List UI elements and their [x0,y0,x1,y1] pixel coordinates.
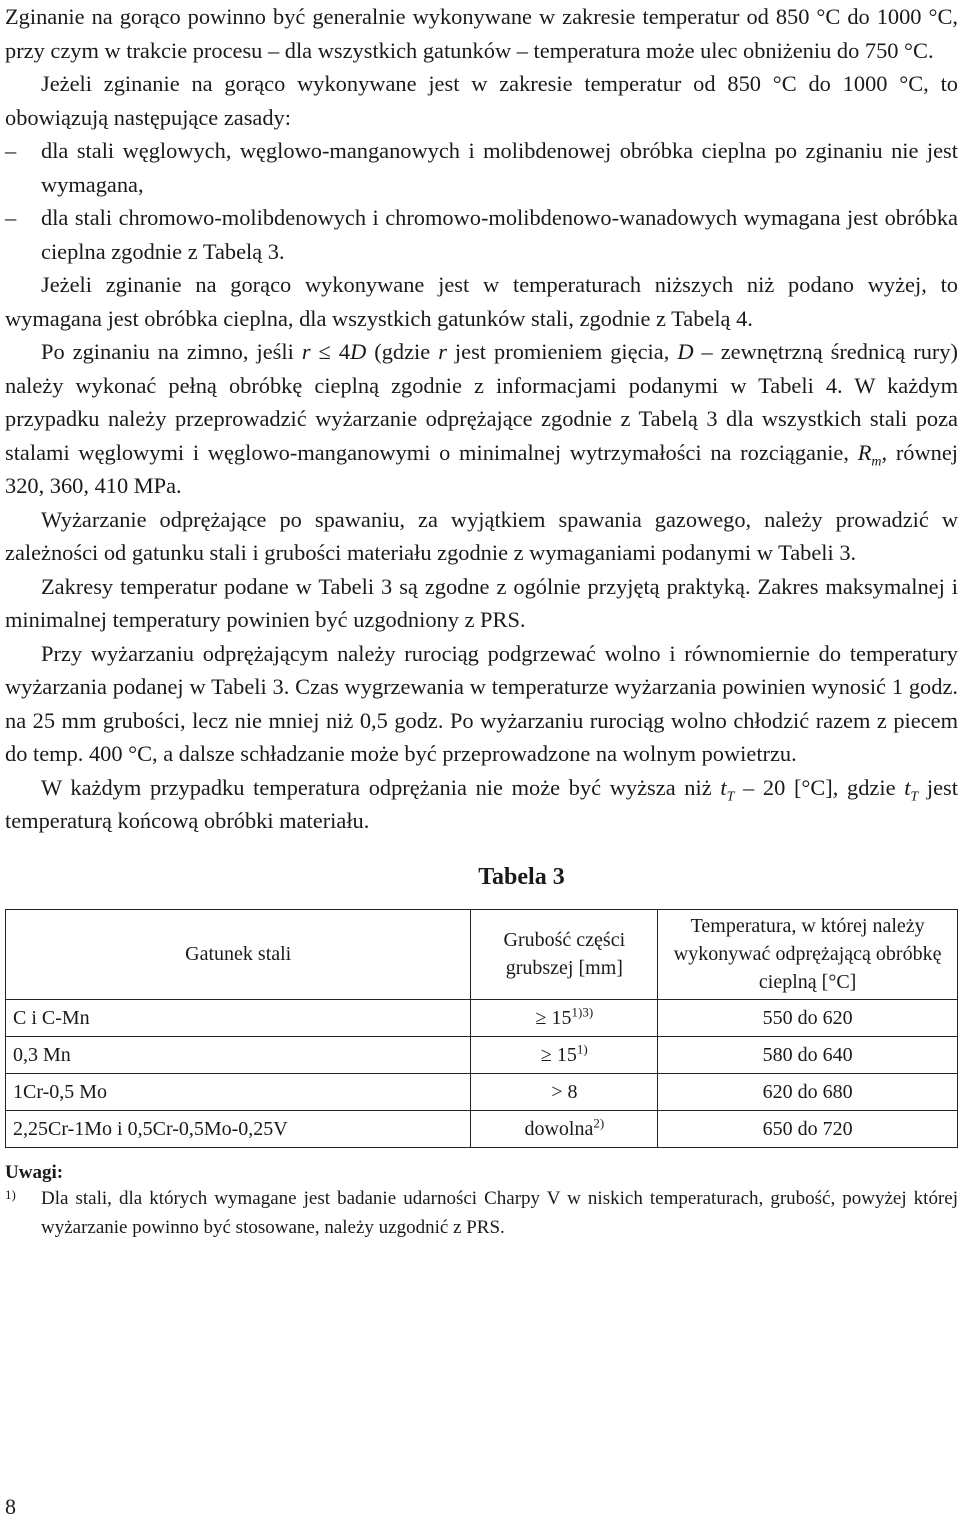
page-number: 8 [5,1494,16,1519]
cell-thickness [471,1036,658,1073]
paragraph-hot-bending-range: Zginanie na gorąco powinno być generalnie wykonywane w zakresie temperatur od 850 °C do 1000 °C, przy czym w trakcie procesu – dla wszystkich gatunków – temperatura może ulec obniżeniu do 750 °C. [5,4,958,63]
header-steel-grade: Gatunek stali [6,909,471,999]
header-temperature: Temperatura, w której należy wykonywać odprężającą obróbkę cieplną [°C] [658,909,958,999]
footnote-ref: 1) [576,1040,588,1056]
cell-steel: 2,25Cr-1Mo i 0,5Cr-0,5Mo-0,25V [6,1110,471,1147]
paragraph-hot-bending-rules: Jeżeli zginanie na gorąco wykonywane jest w zakresie temperatur od 850 °C do 1000 °C, to obowiązują następujące zasady: [5,71,958,130]
symbol-t-subscript: T [726,788,735,804]
cell-thickness [471,1073,658,1110]
note-text: Dla stali, dla których wymagane jest badanie udarności Charpy V w niskich temperaturach, grubość, powyżej której wyżarzanie powinno być stosowane, należy uzgodnić z PRS. [41,1187,958,1238]
symbol-r: r [438,339,447,364]
paragraph-cold-bending [5,335,958,503]
bullet-carbon-steels: – dla stali węglowych, węglowo-manganowych i molibdenowej obróbka cieplna po zginaniu nie jest wymagana, [5,134,958,201]
text-span: ≤ 4 [310,339,351,364]
table-row [6,999,958,1036]
cell-thickness [471,999,658,1036]
thickness-value: dowolna [524,1117,594,1140]
thickness-value: ≥ 15 [535,1006,572,1029]
text-span: jest promieniem gięcia, [446,339,678,364]
cell-temperature: 550 do 620 [658,999,958,1036]
text-span: – zewnętrzną średnicą rury) należy wykonać pełną obróbkę cieplną zgodnie z informacjami podanymi w Tabeli 4. W każdym przypadku należy przeprowadzić wyżarzanie odprężające zgodnie z Tabelą 3 dla wszystkich stali poza stalami węglowymi i węglowo-manganowymi o minimalnej wytrzymałości na rozciąganie, [5,339,959,465]
notes-heading: Uwagi: [5,1161,64,1183]
document-page [5,0,958,1242]
cell-steel: 0,3 Mn [6,1036,471,1073]
thickness-value: ≥ 15 [540,1043,577,1066]
symbol-rm: R [857,439,872,465]
cell-thickness [471,1110,658,1147]
symbol-r: r [301,339,311,364]
symbol-t-subscript: T [910,788,919,804]
text-span: (gdzie [366,339,439,364]
note-marker: 1) [5,1186,16,1202]
text-span: Po zginaniu na zimno, jeśli [41,339,302,364]
symbol-t: t [904,774,911,800]
paragraph-temperature-ranges: Zakresy temperatur podane w Tabeli 3 są zgodne z ogólnie przyjętą praktyką. Zakres maksymalnej i minimalnej temperatury powinien być uzgodniony z PRS. [5,573,958,632]
text-span: , równej 320, 360, 410 MPa. [5,439,959,498]
cell-temperature: 620 do 680 [658,1073,958,1110]
symbol-rm-subscript: m [871,453,882,469]
text-span: W każdym przypadku temperatura odprężania nie może być wyższa niż [41,774,721,800]
table-row [6,1110,958,1147]
header-thickness: Grubość części grubszej [mm] [471,909,658,999]
paragraph-stress-relief-welding: Wyżarzanie odprężające po spawaniu, za wyjątkiem spawania gazowego, należy prowadzić w zależności od gatunku stali i grubości materiału zgodnie z wymaganiami podanymi w Tabeli 3. [5,506,958,565]
text-span: – 20 [°C], gdzie [734,774,905,800]
table-title: Tabela 3 [478,863,565,890]
footnote-ref: 1)3) [571,1003,594,1019]
table-row [6,1036,958,1073]
paragraph-max-temperature [5,771,958,838]
cell-temperature: 650 do 720 [658,1110,958,1147]
footnote-ref: 2) [593,1114,605,1130]
cell-steel: C i C-Mn [6,999,471,1036]
note-item [5,1184,958,1242]
text-span: jest temperaturą końcową obróbki materiału. [5,774,958,833]
bullet-chromium-steels: – dla stali chromowo-molibdenowych i chromowo-molibdenowo-wanadowych wymagana jest obróbka cieplna zgodnie z Tabelą 3. [5,201,958,268]
symbol-d: D [677,339,694,364]
cell-steel: 1Cr-0,5 Mo [6,1073,471,1110]
table-row [6,1073,958,1110]
table-3 [5,909,958,1148]
paragraph-lower-temperatures: Jeżeli zginanie na gorąco wykonywane jest w temperaturach niższych niż podano wyżej, to wymagana jest obróbka cieplna, dla wszystkich gatunków stali, zgodnie z Tabelą 4. [5,272,958,331]
table-header-row [6,909,958,999]
thickness-value: > 8 [551,1080,578,1103]
symbol-d: D [350,339,367,364]
symbol-t: t [720,774,727,800]
paragraph-annealing-procedure: Przy wyżarzaniu odprężającym należy rurociąg podgrzewać wolno i równomiernie do temperatury wyżarzania podanej w Tabeli 3. Czas wygrzewania w temperaturze wyżarzania powinien wynosić 1 godz. na 25 mm grubości, lecz nie mniej niż 0,5 godz. Po wyżarzaniu rurociąg wolno chłodzić razem z piecem do temp. 400 °C, a dalsze schładzanie może być przeprowadzone na wolnym powietrzu. [5,640,958,766]
cell-temperature: 580 do 640 [658,1036,958,1073]
